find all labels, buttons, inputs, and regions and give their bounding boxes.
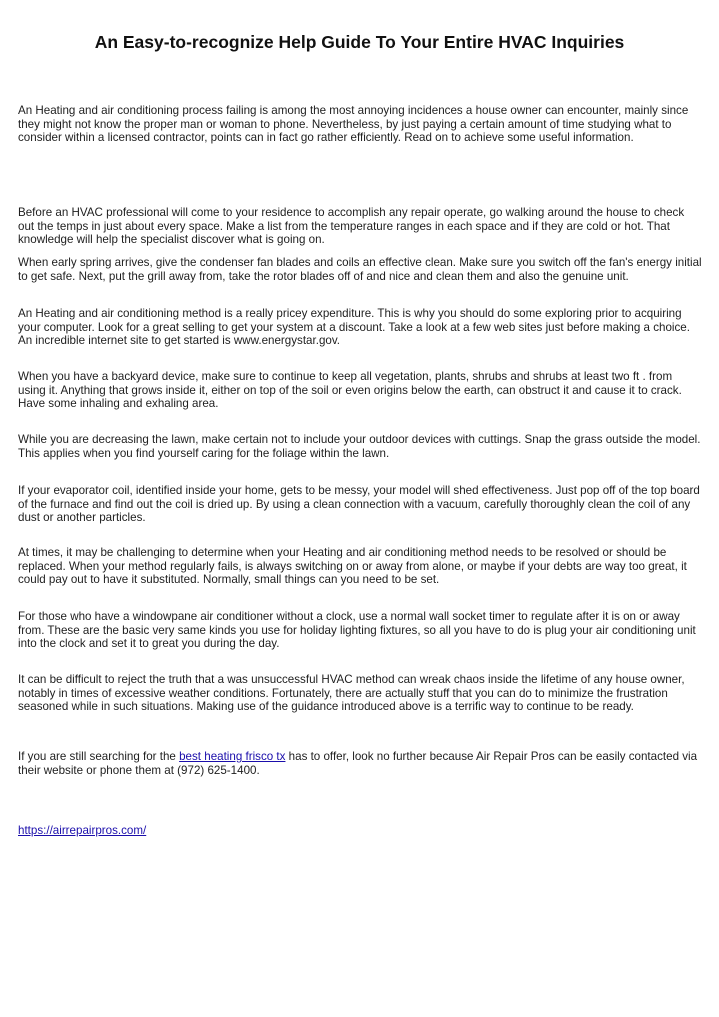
paragraph-spring-cleaning: When early spring arrives, give the condenser fan blades and coils an effective clean. Make sure you switch off the fan's energy initial to get safe. Next, put the grill away from, take the rotor blades off of and nice and clean them and also the genuine unit.	[18, 256, 702, 283]
website-link[interactable]: https://airrepairpros.com/	[18, 824, 147, 837]
paragraph-evaporator-coil: If your evaporator coil, identified inside your home, gets to be messy, your model will shed effectiveness. Just pop off of the top board of the furnace and find out the coil is dried up. By using a clean connection with a vacuum, carefully thoroughly clean the coil of any dust or another particles.	[18, 484, 700, 525]
paragraph-intro: An Heating and air conditioning process failing is among the most annoying incidences a house owner can encounter, mainly since they might not know the proper man or woman to phone. Nevertheless, by just paying a certain amount of time studying what to consider within a licensed contractor, points can in fact go rather efficiently. Read on to achieve some useful information.	[18, 104, 689, 145]
paragraph-conclusion: It can be difficult to reject the truth that a was unsuccessful HVAC method can wreak chaos inside the lifetime of any house owner, notably in times of excessive weather conditions. Fortunately, there are actually stuff that you can do to minimize the frustration seasoned while in such situations. Making use of the guidance introduced above is a terrific way to continue to be ready.	[18, 673, 685, 714]
paragraph-lawn-cutting: While you are decreasing the lawn, make certain not to include your outdoor devices with cuttings. Snap the grass outside the model. This applies when you find yourself caring for the foliage within the lawn.	[18, 433, 701, 460]
closing-text-before: If you are still searching for the	[18, 750, 180, 763]
paragraph-inspect-temperatures: Before an HVAC professional will come to your residence to accomplish any repair operate, go walking around the house to check out the temps in just about every space. Make a list from the temperature ranges in each space and if they are cold or hot. That knowledge will help the specialist discover what is going on.	[18, 206, 685, 247]
paragraph-backyard-device: When you have a backyard device, make sure to continue to keep all vegetation, plants, shrubs and shrubs at least two ft . from using it. Anything that grows inside it, either on top of the soil or even origins below the earth, can obstruct it and cause it to crack. Have some inhaling and exhaling area.	[18, 370, 682, 411]
paragraph-window-unit: For those who have a windowpane air conditioner without a clock, use a normal wall socket timer to regulate after it is on or away from. These are the basic very same kinds you use for holiday lighting fixtures, so all you have to do is plug your air conditioning unit into the clock and set it to great you during the day.	[18, 610, 696, 651]
best-heating-link[interactable]: best heating frisco tx	[179, 750, 286, 763]
paragraph-closing	[18, 750, 702, 777]
footer-paragraph	[18, 824, 702, 838]
closing-text-after: has to offer, look no further because Air Repair Pros can be easily contacted via their website or phone them at (972) 625-1400.	[18, 750, 698, 777]
paragraph-expenditure: An Heating and air conditioning method is a really pricey expenditure. This is why you should do some exploring prior to acquiring your computer. Look for a great selling to get your system at a discount. Take a look at a few web sites just before making a choice. An incredible internet site to get started is www.energystar.gov.	[18, 307, 690, 348]
paragraph-replace-system: At times, it may be challenging to determine when your Heating and air conditioning method needs to be resolved or should be replaced. When your method regularly fails, is always switching on or away from alone, or maybe if your debts are way too great, it could pay out to have it substituted. Normally, small things can you need to be set.	[18, 546, 687, 587]
page-title: An Easy-to-recognize Help Guide To Your Entire HVAC Inquiries	[94, 32, 625, 52]
